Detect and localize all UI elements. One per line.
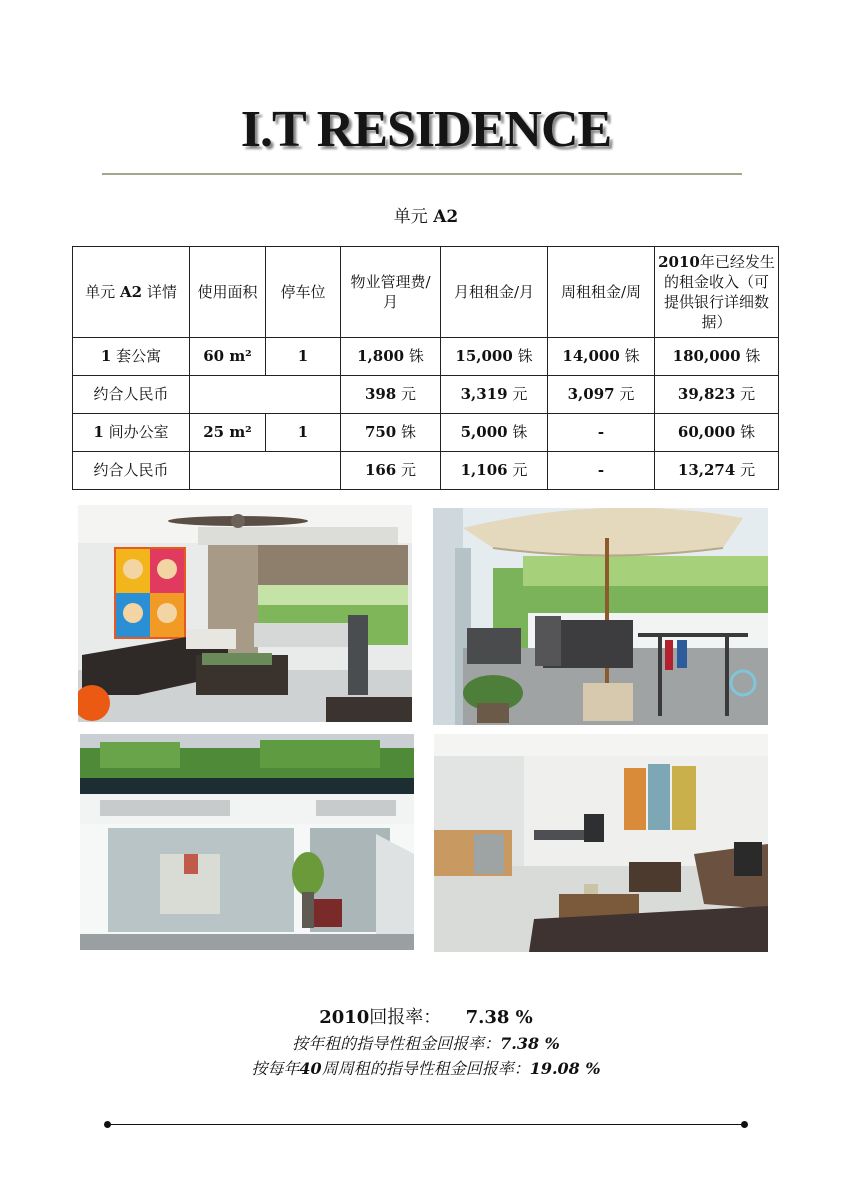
row-mgmt-fee: 166 元: [341, 452, 441, 490]
row-area: 25 m²: [190, 414, 266, 452]
table-header-row: [73, 247, 779, 338]
footer-divider: [108, 1124, 744, 1125]
row-weekly-rent: -: [548, 414, 655, 452]
unit-info-table: [72, 246, 779, 490]
row-income: 180,000 铢: [655, 338, 779, 376]
header-parking: 停车位: [266, 247, 341, 338]
unit-heading: [0, 202, 852, 227]
row-weekly-rent: 14,000 铢: [548, 338, 655, 376]
row-income: 13,274 元: [655, 452, 779, 490]
header-unit-detail: 单元 A2 详情: [73, 247, 190, 338]
header-income-2010: 2010年已经发生的租金收入（可提供银行详细数据）: [655, 247, 779, 338]
row-income: 60,000 铢: [655, 414, 779, 452]
row-parking: 1: [266, 338, 341, 376]
weekly-weeks: 40: [299, 1059, 322, 1078]
unit-heading-prefix: 单元: [393, 207, 428, 227]
return-rate-weekly: 按每年40周周租的指导性租金回报率：19.08 %: [251, 1059, 601, 1078]
row-weekly-rent: 3,097 元: [548, 376, 655, 414]
office-storefront-photo: [80, 734, 414, 950]
return-rate-main: [0, 1003, 852, 1029]
row-monthly-rent: 3,319 元: [441, 376, 548, 414]
unit-heading-unit: A2: [433, 207, 459, 227]
row-weekly-rent: -: [548, 452, 655, 490]
office-interior-photo: [434, 734, 768, 952]
row-monthly-rent: 15,000 铢: [441, 338, 548, 376]
row-parking: 1: [266, 414, 341, 452]
terrace-photo: [433, 508, 768, 725]
header-area: 使用面积: [190, 247, 266, 338]
annual-return-value: 7.38 %: [500, 1034, 560, 1053]
row-monthly-rent: 1,106 元: [441, 452, 548, 490]
footer-divider-right-dot: [741, 1121, 748, 1128]
living-room-photo: [78, 505, 412, 722]
row-monthly-rent: 5,000 铢: [441, 414, 548, 452]
return-label: 回报率：: [369, 1007, 442, 1028]
row-mgmt-fee: 1,800 铢: [341, 338, 441, 376]
table-row: [73, 338, 779, 376]
row-area: 60 m²: [190, 338, 266, 376]
table-row: [73, 376, 779, 414]
header-mgmt-fee: 物业管理费/月: [341, 247, 441, 338]
header-weekly-rent: 周租租金/周: [548, 247, 655, 338]
return-rates: [0, 1003, 852, 1079]
row-income: 39,823 元: [655, 376, 779, 414]
row-mgmt-fee: 750 铢: [341, 414, 441, 452]
title-divider: [102, 173, 742, 175]
return-year: 2010: [319, 1007, 370, 1028]
weekly-return-value: 19.08 %: [529, 1059, 601, 1078]
row-label: 约合人民币: [73, 376, 190, 414]
row-area-merged: [190, 452, 341, 490]
row-label: 1 间办公室: [73, 414, 190, 452]
footer-divider-left-dot: [104, 1121, 111, 1128]
row-label: 1 套公寓: [73, 338, 190, 376]
header-monthly-rent: 月租租金/月: [441, 247, 548, 338]
return-rate-annual: 按年租的指导性租金回报率：7.38 %: [292, 1034, 560, 1053]
table-row: [73, 452, 779, 490]
return-value: 7.38 %: [465, 1007, 533, 1028]
row-area-merged: [190, 376, 341, 414]
row-label: 约合人民币: [73, 452, 190, 490]
row-mgmt-fee: 398 元: [341, 376, 441, 414]
page-title: I.T RESIDENCE: [240, 101, 612, 158]
table-row: [73, 414, 779, 452]
